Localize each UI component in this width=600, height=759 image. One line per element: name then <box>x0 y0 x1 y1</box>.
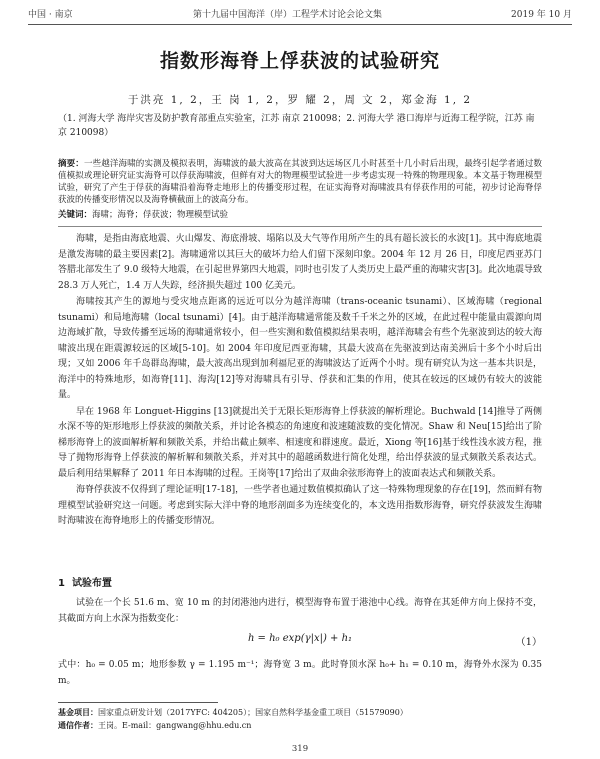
paragraph: 海脊俘获波不仅得到了理论证明[17-18]，一些学者也通过数值模拟确认了这一特殊物理现象的存在[19]，然而鲜有物理模型试验研究这一问题。考虑到实际大洋中脊的地形剖面多为连续变化的，本文选用指数形海脊，研究俘获波发生海啸时海啸波在海脊地形上的传播变形情况。 <box>58 485 542 526</box>
section-body <box>58 596 542 627</box>
equation-explanation: 式中：h₀ = 0.05 m；地形参数 γ = 1.195 m⁻¹；海脊宽 3 m。此时脊顶水深 h₀+ h₁ = 0.10 m，海脊外水深为 0.35 m。 <box>58 660 542 686</box>
author-list: 于洪亮 1, 2，王 岗 1, 2，罗 耀 2，周 文 2，郑金海 1, 2 <box>127 94 473 106</box>
funding-note <box>58 706 542 719</box>
paragraph: 海啸按其产生的源地与受灾地点距离的远近可以分为越洋海啸（trans-oceanic tsunami）、区域海啸（regional tsunami）和局地海啸（local tsunami）[4]。由于越洋海啸通常能及数千千米之外的区域，在此过程中能量由震源向周边海域扩散，导致传播至远场的海啸通常较小，但一些实测和数值模拟结果表明，越洋海啸会有些个先驱波到达的较大海啸波出现在距震源较远的区域[5-10]。如 2004 年印度尼西亚海啸，其最大波高在先驱波到达南美洲后十多个小时后出现；又如 2006 年千岛群岛海啸，最大波高出现到加利福尼亚的海啸波达了近两个小时。现有研究认为这一基本共识是，海洋中的特殊地形，如海脊[11]、海沟[12]等对海啸具有引导、俘获和汇集的作用，使其在较远的区域仍有较大的波能量。 <box>58 297 542 400</box>
funding-text: 国家重点研发计划（2017YFC: 404205）；国家自然科学基金重工项目（51579090） <box>98 708 408 717</box>
contact-label: 通信作者： <box>58 721 98 730</box>
equation-1 <box>58 633 542 649</box>
section-number: 1 <box>58 578 65 589</box>
page-number: 319 <box>291 744 309 754</box>
keywords-label: 关键词： <box>58 210 93 220</box>
abstract-label: 摘要： <box>58 159 84 169</box>
equation-number: （1） <box>515 637 542 648</box>
equation-body: h = h₀ exp(γ|x|) + h₁ <box>247 633 353 644</box>
section-title: 试验布置 <box>71 578 112 589</box>
contact-note <box>58 719 542 732</box>
abstract-divider <box>58 226 542 227</box>
funding-label: 基金项目： <box>58 708 98 717</box>
header-date: 2019 年 10 月 <box>511 10 572 20</box>
paragraph: 试验在一个长 51.6 m、宽 10 m 的封闭港池内进行，模型海脊布置于港池中心线。海脊在其延伸方向上保持不变，其截面方向上水深为指数变化： <box>58 598 542 624</box>
keywords <box>58 209 542 221</box>
affiliation: （1. 河海大学 海岸灾害及防护教育部重点实验室，江苏 南京 210098；2. 河海大学 港口海岸与近海工程学院，江苏 南京 210098） <box>58 114 535 138</box>
section-heading <box>58 574 112 589</box>
running-header <box>28 8 572 22</box>
paragraph: 早在 1968 年 Longuet-Higgins [13]就提出关于无限长矩形海脊上俘获波的解析理论。Buchwald [14]推导了两侧水深不等的矩形地形上俘获波的频散关系，并讨论各模态的角速度和波速随波数的变化情况。Shaw 和 Neu[15]给出了阶梯形海脊上的波面解析解和频散关系，并给出截止频率、相速度和群速度。最近，Xiong 等[16]基于线性浅水波方程，推导了抛物形海脊上俘获波的解析解和频散关系，并对其中的超越函数进行简化处理，给出俘获波的显式频散关系表达式。最后利用结果解释了 2011 年日本海啸的过程。王岗等[17]给出了双曲余弦形海脊上的波面表达式和频散关系。 <box>58 406 542 479</box>
header-proceedings: 第十九届中国海洋（岸）工程学术讨论会论文集 <box>193 10 383 20</box>
introduction-body <box>58 232 542 531</box>
header-location: 中国 · 南京 <box>28 10 73 20</box>
header-divider <box>28 24 572 25</box>
contact-text: 王岗。E-mail：gangwang@hhu.edu.cn <box>98 721 252 730</box>
abstract-text: 一些越洋海啸的实测及模拟表明，海啸波的最大波高在其波到达远场区几小时甚至十几小时后出现，最终引起学者通过数值模拟或理论研究证实海脊可以俘获海啸波，但鲜有对大的物理模型试验进一步考虑实现一特殊的物理现象。本文基于物理模型试验，研究了产生于俘获的海啸沿着海脊走地形上的传播变形过程，在证实海脊对海啸波具有俘获作用的可能，初步讨论海脊俘获波的传播变形情况以及海脊横截面上的波高分布。 <box>58 159 542 205</box>
paragraph: 海啸，是指由海底地震、火山爆发、海底滑坡、塌陷以及大气等作用所产生的具有超长波长的水波[1]。其中海底地震是激发海啸的最主要因素[2]。海啸通常以其巨大的破坏力给人们留下深刻印象。2004 年 12 月 26 日，印度尼西亚苏门答腊北部发生了 9.0 级特大地震，在引起世界第四大地震，同时也引发了人类历史上最严重的海啸灾害[3]。此次地震导致 28.3 万人死亡，1.4 万人失踪，经济损失超过 100 亿美元。 <box>58 234 542 291</box>
paper-title: 指数形海脊上俘获波的试验研究 <box>159 50 440 72</box>
footnotes <box>58 706 542 732</box>
keywords-text: 海啸；海脊；俘获波；物理模型试验 <box>92 210 229 220</box>
abstract <box>58 158 542 206</box>
footnote-divider <box>58 702 218 703</box>
